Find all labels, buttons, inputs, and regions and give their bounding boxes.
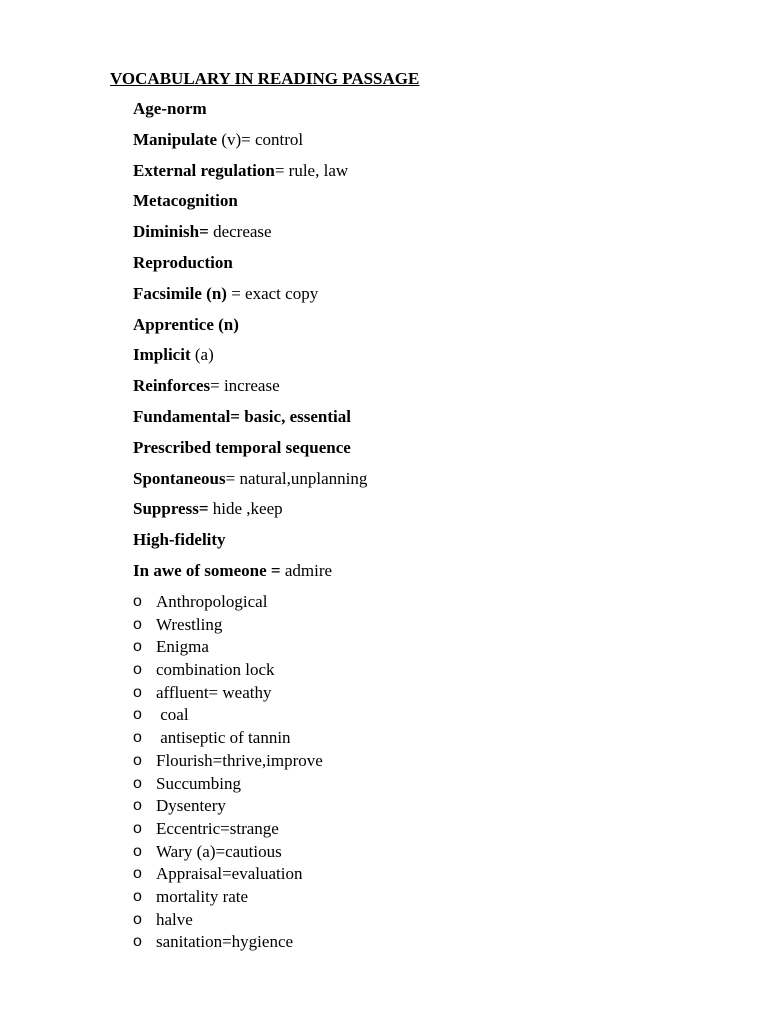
bullet-marker: o xyxy=(133,751,142,769)
bullet-list xyxy=(133,592,323,955)
vocab-item xyxy=(133,161,367,192)
vocab-term: Diminish= xyxy=(133,222,209,242)
vocab-definition: decrease xyxy=(208,222,272,242)
bullet-text: halve xyxy=(156,909,193,929)
bullet-text: affluent= weathy xyxy=(156,682,272,702)
vocab-term: Facsimile (n) xyxy=(133,283,227,303)
vocab-item xyxy=(133,345,367,376)
vocab-term: High-fidelity xyxy=(133,530,226,550)
vocab-item xyxy=(133,469,367,500)
bullet-marker: o xyxy=(133,638,142,656)
bullet-marker: o xyxy=(133,819,142,837)
bullet-text: mortality rate xyxy=(156,886,249,906)
bullet-text: Dysentery xyxy=(156,796,226,816)
bullet-marker: o xyxy=(133,593,142,610)
page-title: VOCABULARY IN READING PASSAGE xyxy=(110,69,420,88)
vocab-term: Apprentice (n) xyxy=(133,314,239,334)
bullet-item xyxy=(133,592,323,615)
bullet-marker: o xyxy=(133,865,142,883)
bullet-marker: o xyxy=(133,729,142,747)
vocab-item xyxy=(133,407,367,438)
bullet-item xyxy=(133,887,323,910)
bullet-item xyxy=(133,705,323,728)
vocab-definition: = exact copy xyxy=(226,283,319,303)
vocab-term: Suppress= xyxy=(133,499,209,519)
vocab-item xyxy=(133,99,367,130)
vocab-term: Implicit xyxy=(133,345,191,365)
bullet-item xyxy=(133,932,323,955)
vocab-definition: = rule, law xyxy=(274,160,349,180)
bullet-item xyxy=(133,910,323,933)
vocab-term: In awe of someone = xyxy=(133,560,281,580)
vocab-definition: hide ,keep xyxy=(208,499,283,519)
vocab-definition: admire xyxy=(280,560,333,580)
vocab-item xyxy=(133,376,367,407)
vocab-term: Spontaneous xyxy=(133,468,226,488)
bullet-text: coal xyxy=(156,705,189,725)
vocab-item xyxy=(133,222,367,253)
vocab-item xyxy=(133,315,367,346)
bullet-item xyxy=(133,751,323,774)
vocab-item xyxy=(133,561,367,592)
bullet-marker: o xyxy=(133,910,142,928)
vocab-term: External regulation xyxy=(133,160,275,180)
vocab-definition: (a) xyxy=(190,345,214,365)
vocab-item xyxy=(133,130,367,161)
vocab-term: Manipulate xyxy=(133,129,218,149)
bullet-marker: o xyxy=(133,661,142,679)
bullet-text: Succumbing xyxy=(156,773,241,793)
bullet-item xyxy=(133,683,323,706)
vocab-item xyxy=(133,284,367,315)
bullet-item xyxy=(133,864,323,887)
bullet-item xyxy=(133,796,323,819)
bullet-text: Anthropological xyxy=(156,592,268,611)
vocab-item xyxy=(133,530,367,561)
bullet-text: Appraisal=evaluation xyxy=(156,864,303,884)
bullet-text: Flourish=thrive,improve xyxy=(156,750,323,770)
bullet-text: Enigma xyxy=(156,637,209,657)
vocab-term: Metacognition xyxy=(133,191,238,211)
bullet-item xyxy=(133,637,323,660)
bullet-marker: o xyxy=(133,933,142,951)
vocab-item xyxy=(133,253,367,284)
bullet-marker: o xyxy=(133,797,142,815)
vocab-term: Fundamental= basic, essential xyxy=(133,406,351,426)
vocab-item xyxy=(133,438,367,469)
vocab-definition: = natural,unplanning xyxy=(225,468,368,488)
vocab-definition: = increase xyxy=(210,376,280,396)
vocab-term: Reproduction xyxy=(133,252,233,272)
vocabulary-list xyxy=(133,99,367,592)
bullet-item xyxy=(133,819,323,842)
vocab-definition: (v)= control xyxy=(217,129,304,149)
vocab-term: Prescribed temporal sequence xyxy=(133,437,351,457)
bullet-text: sanitation=hygience xyxy=(156,932,294,952)
bullet-item xyxy=(133,615,323,638)
bullet-marker: o xyxy=(133,842,142,860)
vocab-term: Age-norm xyxy=(133,99,207,118)
bullet-item xyxy=(133,728,323,751)
vocab-item xyxy=(133,191,367,222)
bullet-marker: o xyxy=(133,706,142,724)
bullet-item xyxy=(133,660,323,683)
bullet-text: Eccentric=strange xyxy=(156,818,279,838)
bullet-item xyxy=(133,842,323,865)
vocab-item xyxy=(133,499,367,530)
bullet-text: combination lock xyxy=(156,660,275,680)
bullet-marker: o xyxy=(133,615,142,633)
bullet-marker: o xyxy=(133,774,142,792)
bullet-text: antiseptic of tannin xyxy=(156,728,291,748)
bullet-item xyxy=(133,774,323,797)
bullet-text: Wrestling xyxy=(156,614,223,634)
bullet-marker: o xyxy=(133,887,142,905)
vocab-term: Reinforces xyxy=(133,376,211,396)
bullet-marker: o xyxy=(133,683,142,701)
bullet-text: Wary (a)=cautious xyxy=(156,841,282,861)
